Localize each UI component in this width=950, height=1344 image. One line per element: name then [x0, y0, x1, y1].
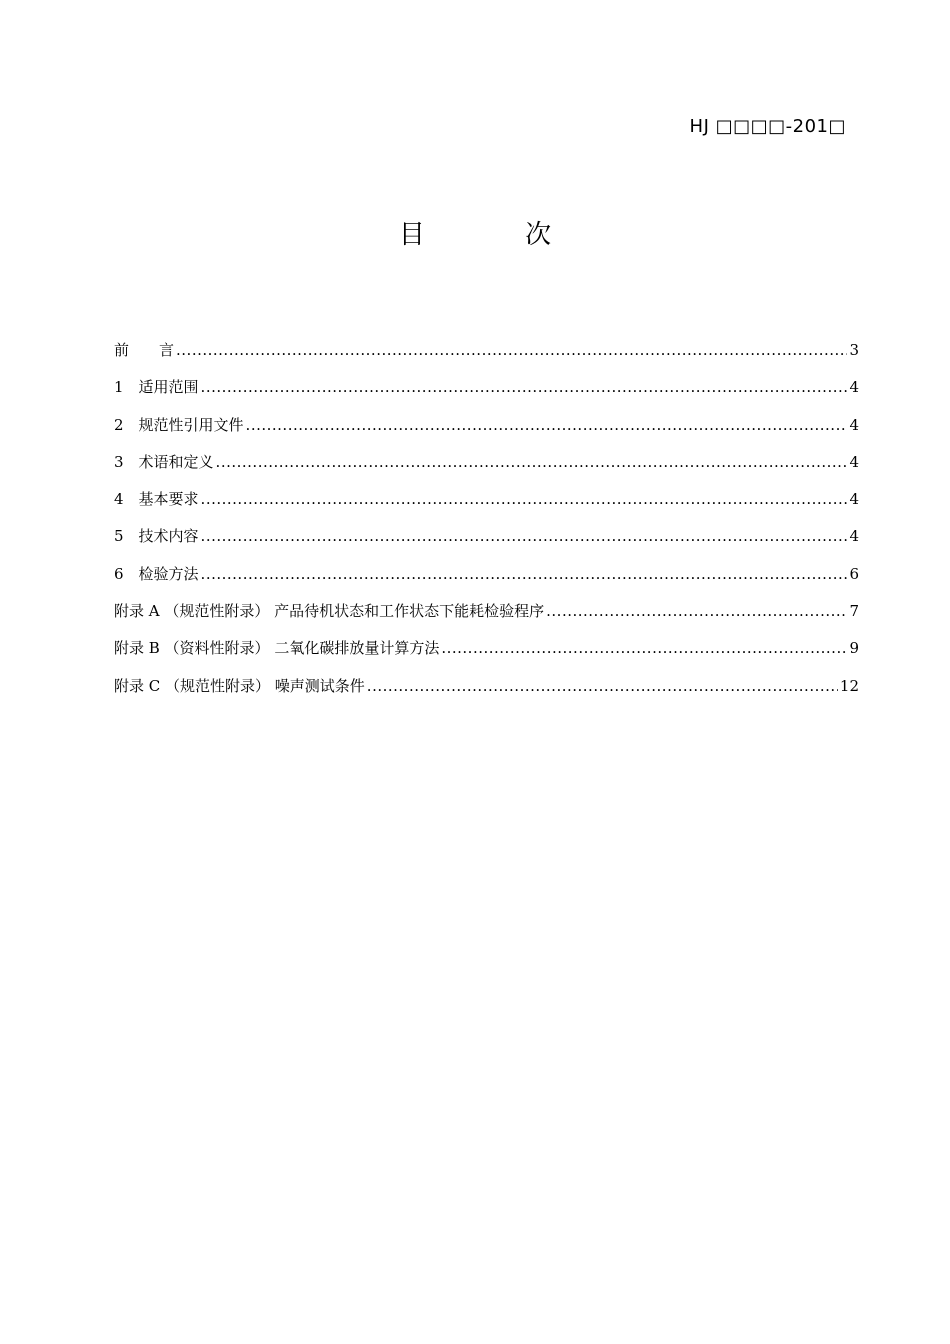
toc-entry-annex-b[interactable] [114, 637, 859, 674]
toc-entry-label: 3 术语和定义 [114, 452, 214, 471]
toc-leader-dots [216, 453, 848, 471]
toc-leader-dots [176, 341, 847, 359]
toc-entry-label: 附录 A （规范性附录） 产品待机状态和工作状态下能耗检验程序 [114, 602, 545, 621]
toc-entry-label: 6 检验方法 [114, 564, 199, 583]
toc-entry-basic-requirements[interactable] [114, 488, 859, 525]
toc-entry-scope[interactable] [114, 376, 859, 413]
toc-leader-dots [367, 677, 838, 695]
toc-entry-page: 9 [849, 639, 859, 658]
toc-entry-label: 1 适用范围 [114, 378, 199, 397]
toc-entry-label: 2 规范性引用文件 [114, 415, 244, 434]
toc-entry-label: 前 言 [114, 341, 175, 359]
toc-entry-technical-content[interactable] [114, 525, 859, 562]
toc-leader-dots [201, 527, 848, 545]
toc-leader-dots [201, 490, 848, 508]
toc-entry-page: 4 [849, 378, 859, 397]
toc-leader-dots [201, 565, 848, 583]
toc-entry-page: 7 [849, 602, 859, 621]
standard-code: HJ □□□□-201□ [689, 116, 846, 137]
toc-leader-dots [201, 378, 848, 396]
toc-entry-annex-c[interactable] [114, 675, 859, 712]
toc-entry-page: 12 [839, 676, 859, 695]
toc-entry-page: 4 [849, 490, 859, 509]
toc-leader-dots [246, 416, 848, 434]
toc-entry-label: 4 基本要求 [114, 490, 199, 509]
page-title: 目 次 [398, 220, 598, 250]
toc-entry-test-methods[interactable] [114, 563, 859, 600]
toc-leader-dots [441, 639, 847, 657]
toc-entry-page: 4 [849, 415, 859, 434]
toc-leader-dots [546, 602, 847, 620]
toc-entry-terms-definitions[interactable] [114, 451, 859, 488]
toc-entry-page: 4 [849, 527, 859, 546]
toc-entry-foreword[interactable] [114, 339, 859, 376]
toc-entry-label: 附录 B （资料性附录） 二氧化碳排放量计算方法 [114, 639, 440, 658]
toc-entry-label: 5 技术内容 [114, 527, 199, 546]
toc-entry-label: 附录 C （规范性附录） 噪声测试条件 [114, 676, 365, 695]
toc-entry-page: 4 [849, 452, 859, 471]
toc-entry-page: 6 [849, 564, 859, 583]
toc-entry-annex-a[interactable] [114, 600, 859, 637]
table-of-contents [114, 339, 859, 712]
toc-entry-normative-references[interactable] [114, 414, 859, 451]
toc-entry-page: 3 [849, 341, 859, 359]
